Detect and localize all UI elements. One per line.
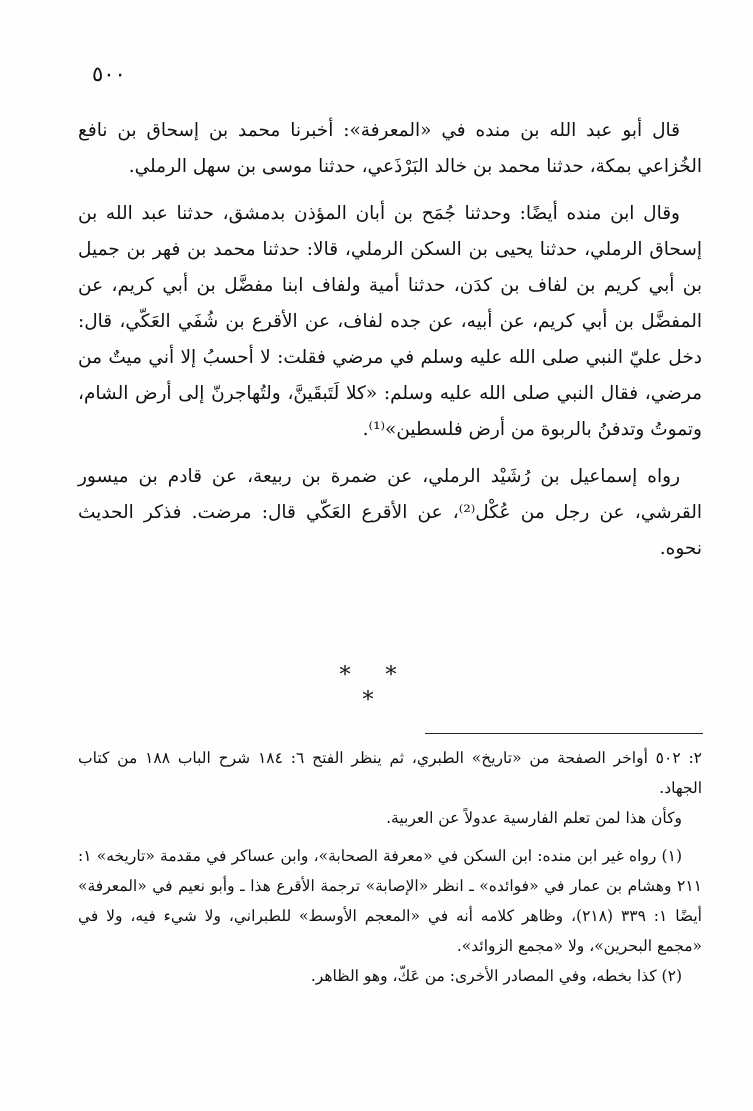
footnote-1: (١) رواه غير ابن منده: ابن السكن في «معرفة الصحابة»، وابن عساكر في مقدمة «تاريخه» ١: ٢١١ وهشام بن عمار في «فوائده» ـ انظر «الإصابة» ترجمة الأقرع هذا ـ وأبو نعيم في «المعرفة» أيضًا ١: ٣٣٩ (٢١٨)، وظاهر كلامه أنه في «المعجم الأوسط» للطبراني، ولا شيء فيه، ولا في «مجمع البحرين»، ولا «مجمع الزوائد».	[78, 847, 702, 955]
paragraph-hadith-text: وقال ابن منده أيضًا: وحدثنا جُمَح بن أبان المؤذن بدمشق، حدثنا عبد الله بن إسحاق الرملي، حدثنا يحيى بن السكن الرملي، قالا: حدثنا محمد بن فهر بن جميل بن أبي كريم بن لفاف بن كدَن، حدثنا أمية ولفاف ابنا مفضَّل بن أبي كريم، عن المفضَّل بن أبي كريم، عن أبيه، عن جده لفاف، عن الأقرع بن شُفَي العَكّي، قال: دخل عليّ النبي صلى الله عليه وسلم في مرضي فقلت: لا أحسبُ إلا أني ميتٌ من مرضي، فقال النبي صلى الله عليه وسلم: «كلا لَتَبقَينَّ، ولتُهاجرنّ إلى أرض الشام، وتموتُ وتدفنُ بالربوة من أرض فلسطين»⁽¹⁾.	[78, 203, 702, 440]
paragraph-ismail-narration: رواه إسماعيل بن رُشَيْد الرملي، عن ضمرة بن ربيعة، عن قادم بن ميسور القرشي، عن رجل من عُكْل⁽²⁾، عن الأقرع العَكّي قال: مرضت. فذكر الحديث نحوه.	[78, 466, 702, 559]
paragraph-ibn-mandah-narration: قال أبو عبد الله بن منده في «المعرفة»: أخبرنا محمد بن إسحاق بن نافع الخُزاعي بمكة، حدثنا محمد بن خالد البَرْذَعي، حدثنا موسى بن سهل الرملي.	[78, 120, 702, 177]
footnote-remark: وكأن هذا لمن تعلم الفارسية عدولاً عن العربية.	[386, 809, 682, 827]
footnote-2: (٢) كذا بخطه، وفي المصادر الأخرى: من عَكّ، وهو الظاهر.	[310, 967, 682, 985]
footnotes	[78, 743, 702, 999]
main-text	[78, 113, 702, 578]
footnote-continuation: ٢: ٥٠٢ أواخر الصفحة من «تاريخ» الطبري، ثم ينظر الفتح ٦: ١٨٤ شرح الباب ١٨٨ من كتاب الجهاد.	[78, 749, 702, 797]
page-number: ٥٠٠	[92, 62, 126, 86]
section-separator: * * *	[339, 663, 411, 713]
footnote-rule	[425, 733, 703, 734]
